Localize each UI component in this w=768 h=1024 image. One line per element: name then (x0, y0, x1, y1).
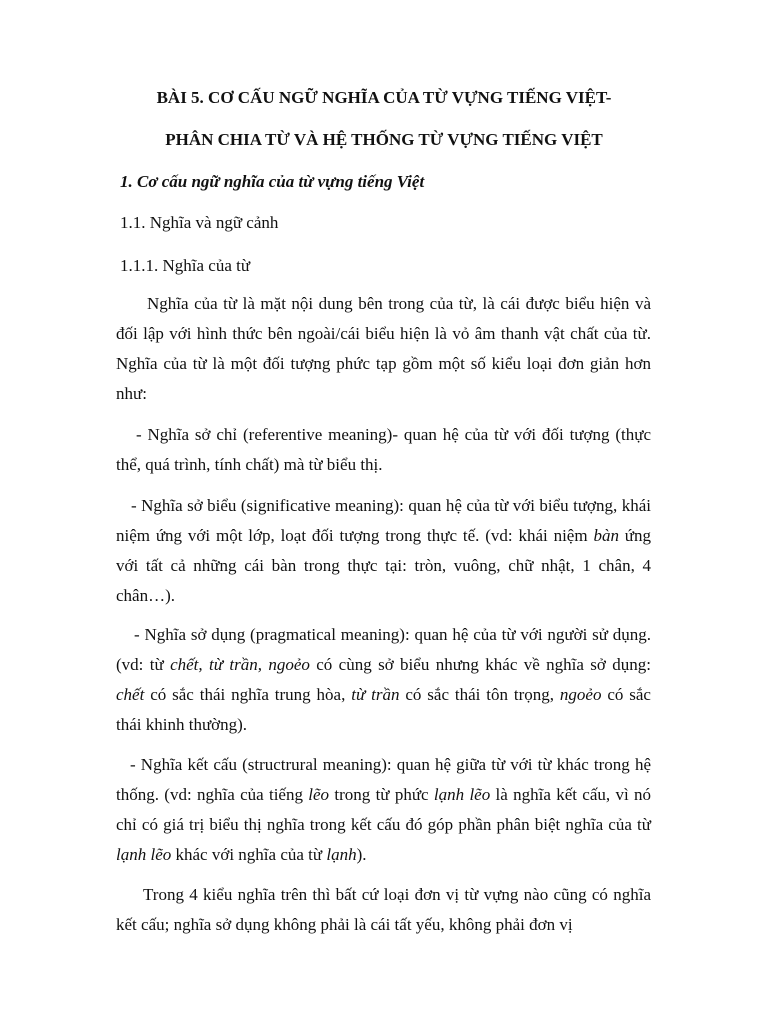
paragraph-significative-meaning: - Nghĩa sở biểu (significative meaning): quan hệ của từ với biểu tượng, khái niệm ứng với một lớp, loạt đối tượng trong thực tế. (vd: khái niệm bàn ứng với tất cả những cái bàn trong thực tại: tròn, vuông, chữ nhật, 1 chân, 4 chân…). (116, 496, 652, 605)
section-heading-1-1: 1.1. Nghĩa và ngữ cảnh (120, 213, 279, 232)
paragraph-summary: Trong 4 kiểu nghĩa trên thì bất cứ loại đơn vị từ vựng nào cũng có nghĩa kết cấu; nghĩa sở dụng không phải là cái tất yếu, không phải đơn vị (116, 885, 651, 934)
paragraph-pragmatical-meaning: - Nghĩa sở dụng (pragmatical meaning): quan hệ của từ với người sử dụng. (vd: từ chết, từ trần, ngoẻo có cùng sở biểu nhưng khác về nghĩa sở dụng: chết có sắc thái nghĩa trung hòa, từ trần có sắc thái tôn trọng, ngoẻo có sắc thái khinh thường). (116, 625, 651, 734)
section-heading-1: 1. Cơ cấu ngữ nghĩa của từ vựng tiếng Việt (120, 172, 425, 191)
paragraph-meaning-definition: Nghĩa của từ là mặt nội dung bên trong của từ, là cái được biểu hiện và đối lập với hình thức bên ngoài/cái biểu hiện là vỏ âm thanh vật chất của từ. Nghĩa của từ là một đối tượng phức tạp gồm một số kiểu loại đơn giản hơn như: (116, 294, 651, 403)
paragraph-structural-meaning: - Nghĩa kết cấu (structrural meaning): quan hệ giữa từ với từ khác trong hệ thống. (vd: nghĩa của tiếng lẽo trong từ phức lạnh lẽo là nghĩa kết cấu, vì nó chỉ có giá trị biểu thị nghĩa trong kết cấu đó góp phần phân biệt nghĩa của từ lạnh lẽo khác với nghĩa của từ lạnh). (116, 755, 651, 864)
paragraph-referential-meaning: - Nghĩa sở chỉ (referentive meaning)- quan hệ của từ với đối tượng (thực thể, quá trình, tính chất) mà từ biểu thị. (116, 425, 651, 474)
title-line-1: BÀI 5. CƠ CẤU NGỮ NGHĨA CỦA TỪ VỰNG TIẾNG VIỆT- (156, 88, 612, 107)
section-heading-1-1-1: 1.1.1. Nghĩa của từ (120, 256, 251, 275)
title-line-2: PHÂN CHIA TỪ VÀ HỆ THỐNG TỪ VỰNG TIẾNG VIỆT (165, 130, 603, 149)
